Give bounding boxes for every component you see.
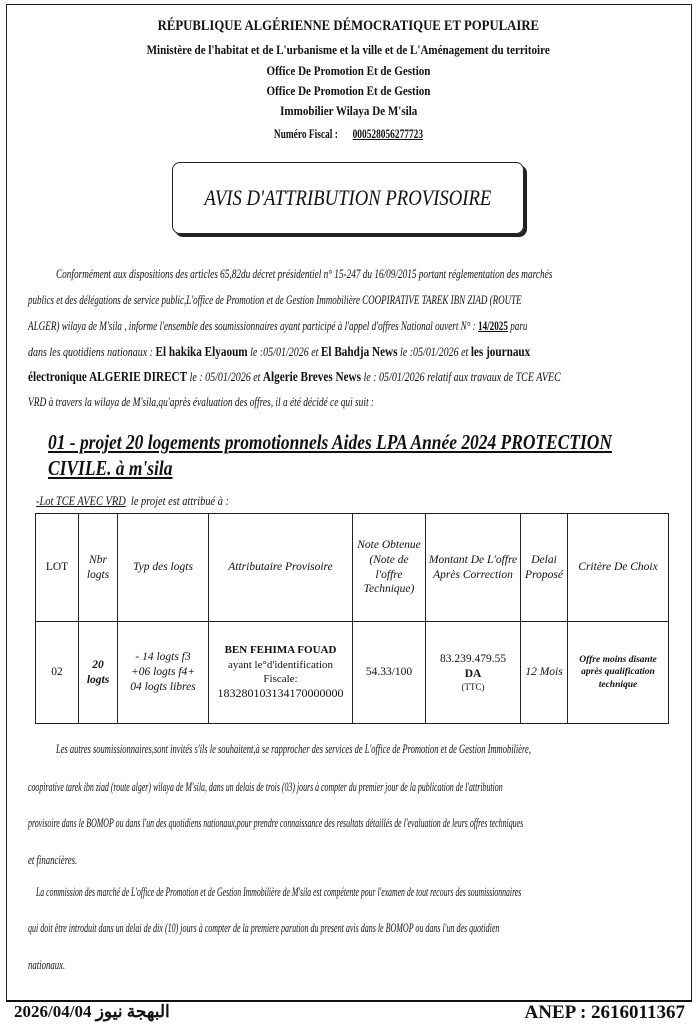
closing-line-4: et financières.	[28, 853, 78, 867]
closing-line-2: coopirative tarek ibn ziad (route alger) wilaya de M'sila, dans un delais de trois (03) jours à compter du premier jour de la publication de l'attribution	[28, 780, 503, 794]
closing-line-3: provisoire dans le BOMOP ou dans l'un des quotidiens nationaux,pour prendre connaissance des resultats détaillés de l'evaluation de leurs offres techniques	[28, 816, 524, 830]
intro-line-2: publics et des délégations de service public,L'office de Promotion et de Gestion Immobilière COOPIRATIVE TAREK IBN ZIAD (ROUTE	[28, 293, 522, 307]
office-line-3: Immobilier Wilaya De M'sila	[279, 103, 418, 118]
intro-line-4: dans les quotidiens nationaux : El hakika Elyaoum le :05/01/2026 et El Bahdja News le :05/01/2026 et les journaux	[28, 345, 531, 360]
table-row	[36, 622, 669, 724]
ministry-heading: Ministère de l'habitat et de L'urbanisme et la ville et de L'Aménagement du territoire	[146, 42, 551, 57]
cell-lot: 02	[36, 622, 79, 724]
fiscal-number: 000528056277723	[352, 126, 423, 141]
intro-line-5: électronique ALGERIE DIRECT le : 05/01/2026 et Algerie Breves News le : 05/01/2026 relatif aux travaux de TCE AVEC	[28, 370, 561, 385]
project-title-line-1: 01 - projet 20 logements promotionnels Aides LPA Année 2024 PROTECTION	[48, 430, 612, 454]
closing-line-7: nationaux.	[28, 958, 66, 972]
intro-line-6: VRD à travers la wilaya de M'sila,qu'après évaluation des offres, il a été décidé ce qui suit :	[28, 395, 375, 409]
republic-heading: RÉPUBLIQUE ALGÉRIENNE DÉMOCRATIQUE ET POPULAIRE	[157, 18, 540, 34]
fiscal-label: Numéro Fiscal :	[273, 126, 338, 141]
header-nbr-logts: Nbr logts	[79, 514, 118, 622]
closing-line-6: qui doit être introduit dans un delai de dix (10) jours à compter de la premiere parution du present avis dans le BOMOP ou dans l'un des quotidien	[28, 921, 500, 935]
header-type: Typ des logts	[118, 514, 209, 622]
intro-line-1: Conformément aux dispositions des articles 65,82du décret présidentiel n° 15-247 du 16/09/2015 portant réglementation des marchés	[56, 267, 553, 281]
office-line-2: Office De Promotion Et de Gestion	[266, 83, 431, 98]
cell-critere: Offre moins disante après qualification technique	[568, 622, 669, 724]
lot-line: -Lot TCE AVEC VRD le projet est attribué à :	[36, 493, 230, 508]
table-header-row	[36, 514, 669, 622]
cell-nbr: 20 logts	[79, 622, 118, 724]
intro-line-3: ALGER) wilaya de M'sila , informe l'ensemble des soumissionnaires ayant participé à l'appel d'offres National ouvert N° : 14/2025 paru	[28, 319, 528, 333]
header-delai: Delai Proposé	[521, 514, 568, 622]
header-lot: LOT	[36, 514, 79, 622]
cell-type: - 14 logts f3 +06 logts f4+ 04 logts libres	[118, 622, 209, 724]
closing-line-1: Les autres soumissionnaires,sont invités s'ils le souhaitent,à se rapprocher des services de L'office de Promotion et de Gestion Immobilière,	[56, 742, 531, 756]
header-note: Note Obtenue (Note de l'offre Technique)	[353, 514, 426, 622]
footer-anep: ANEP : 2616011367	[524, 1002, 685, 1023]
header-attributaire: Attributaire Provisoire	[209, 514, 353, 622]
fiscal-number-line	[0, 126, 697, 142]
footer-date-source: 2026/04/04 البهجة نيوز	[14, 1002, 170, 1021]
cell-note: 54.33/100	[353, 622, 426, 724]
project-title-line-2: CIVILE. à m'sila	[48, 456, 173, 480]
cell-attributaire: BEN FEHIMA FOUAD ayant le°d'identification Fiscale: 183280103134170000000	[209, 622, 353, 724]
notice-title-box	[172, 162, 524, 234]
header-critere: Critère De Choix	[568, 514, 669, 622]
cell-delai: 12 Mois	[521, 622, 568, 724]
header-montant: Montant De L'offre Après Correction	[426, 514, 521, 622]
notice-title: AVIS D'ATTRIBUTION PROVISOIRE	[204, 185, 492, 210]
cell-montant: 83.239.479.55 DA (TTC)	[426, 622, 521, 724]
closing-line-5: La commission des marché de L'office de Promotion et de Gestion Immobilière de M'sila est compétente pour l'examen de tout recours des soumissionnaires	[36, 885, 522, 899]
office-line-1: Office De Promotion Et de Gestion	[266, 63, 431, 78]
attribution-table	[35, 513, 669, 724]
